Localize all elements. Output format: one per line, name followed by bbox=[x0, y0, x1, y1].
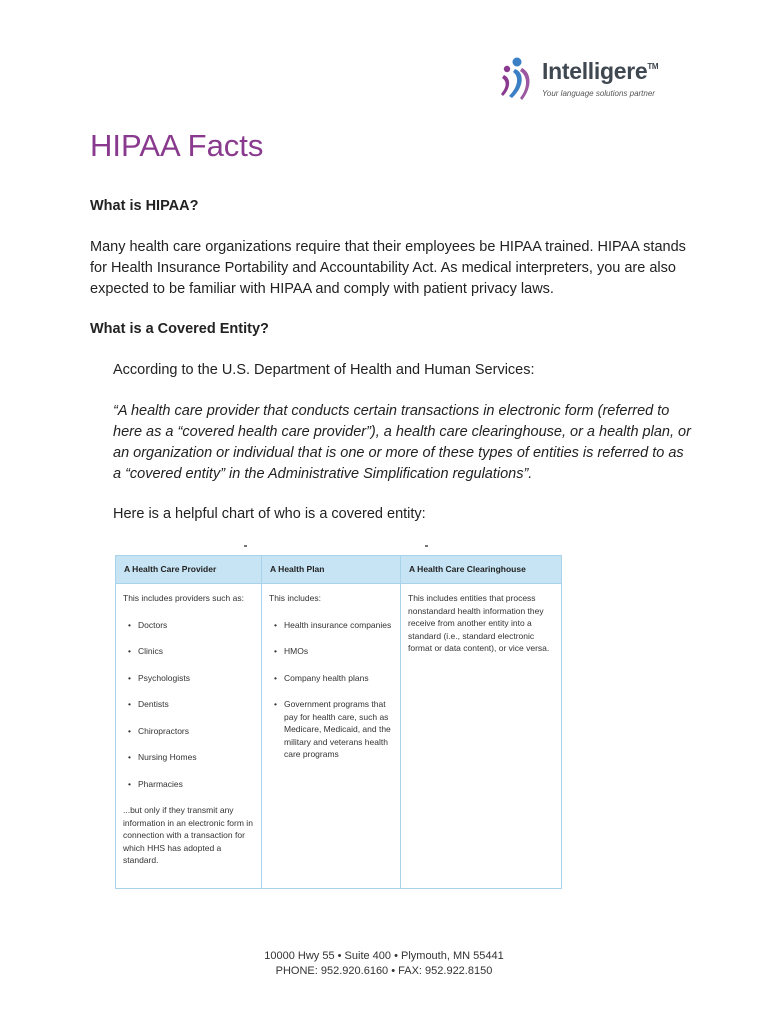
list-item: • Company health plans bbox=[269, 672, 393, 685]
scan-mark bbox=[425, 545, 428, 547]
chart-column-clearinghouse bbox=[401, 584, 561, 888]
provider-intro: This includes providers such as: bbox=[123, 593, 244, 603]
covered-entity-chart bbox=[115, 555, 562, 889]
hipaa-paragraph: Many health care organizations require that their employees be HIPAA trained. HIPAA stands for Health Insurance Portability and Accountability Act. As medical interpreters, you are also expected to be familiar with HIPAA and comply with patient privacy laws. bbox=[90, 239, 686, 297]
clearinghouse-description: This includes entities that process nonstandard health information they receive from another entity into a standard (i.e., standard electronic format or data content), or vice versa. bbox=[408, 593, 550, 653]
chart-intro-text: Here is a helpful chart of who is a covered entity: bbox=[113, 506, 426, 522]
intelligere-logo bbox=[498, 56, 678, 108]
intelligere-logo-mark-icon bbox=[498, 56, 536, 102]
chart-column-provider bbox=[116, 584, 262, 888]
page-title: HIPAA Facts bbox=[90, 128, 264, 163]
list-item: • Psychologists bbox=[123, 672, 254, 685]
chart-header-provider: A Health Care Provider bbox=[116, 556, 262, 583]
hhs-intro-text: According to the U.S. Department of Health and Human Services: bbox=[113, 362, 535, 378]
chart-body-row bbox=[116, 584, 561, 888]
list-item: • Nursing Homes bbox=[123, 751, 254, 764]
chart-header-clearinghouse: A Health Care Clearinghouse bbox=[409, 564, 526, 574]
list-item: • Chiropractors bbox=[123, 725, 254, 738]
section-heading-what-is-hipaa: What is HIPAA? bbox=[90, 198, 199, 214]
health-plan-list bbox=[269, 619, 393, 761]
provider-list bbox=[123, 619, 254, 791]
list-item: • Doctors bbox=[123, 619, 254, 632]
footer-address: 10000 Hwy 55 • Suite 400 • Plymouth, MN 55441 bbox=[264, 950, 504, 962]
brand-tagline: Your language solutions partner bbox=[542, 89, 655, 98]
list-item: • Pharmacies bbox=[123, 778, 254, 791]
list-item: • Health insurance companies bbox=[269, 619, 393, 632]
health-plan-intro: This includes: bbox=[269, 593, 321, 603]
brand-trademark: TM bbox=[647, 62, 659, 71]
list-item: • HMOs bbox=[269, 645, 393, 658]
list-item: • Clinics bbox=[123, 645, 254, 658]
page-footer bbox=[0, 949, 768, 979]
list-item: • Dentists bbox=[123, 698, 254, 711]
list-item: • Government programs that pay for health care, such as Medicare, Medicaid, and the military and veterans health care programs bbox=[269, 698, 393, 761]
brand-name: Intelligere™ bbox=[542, 58, 659, 84]
chart-column-health-plan bbox=[262, 584, 401, 888]
chart-header-health-plan: A Health Plan bbox=[262, 556, 401, 583]
scan-mark bbox=[244, 545, 247, 547]
section-heading-covered-entity: What is a Covered Entity? bbox=[90, 321, 269, 337]
footer-contact: PHONE: 952.920.6160 • FAX: 952.922.8150 bbox=[275, 965, 493, 977]
provider-condition-note: ...but only if they transmit any information in an electronic form in connection with a transaction for which HHS has adopted a standard. bbox=[123, 805, 253, 865]
chart-header-row bbox=[116, 556, 561, 584]
covered-entity-quote: “A health care provider that conducts certain transactions in electronic form (referred to here as a “covered health care provider”), a health care clearinghouse, or a health plan, or an organization or individual that is one or more of these types of entities is referred to as a “covered entity” in the Administrative Simplification regulations”. bbox=[113, 403, 691, 482]
